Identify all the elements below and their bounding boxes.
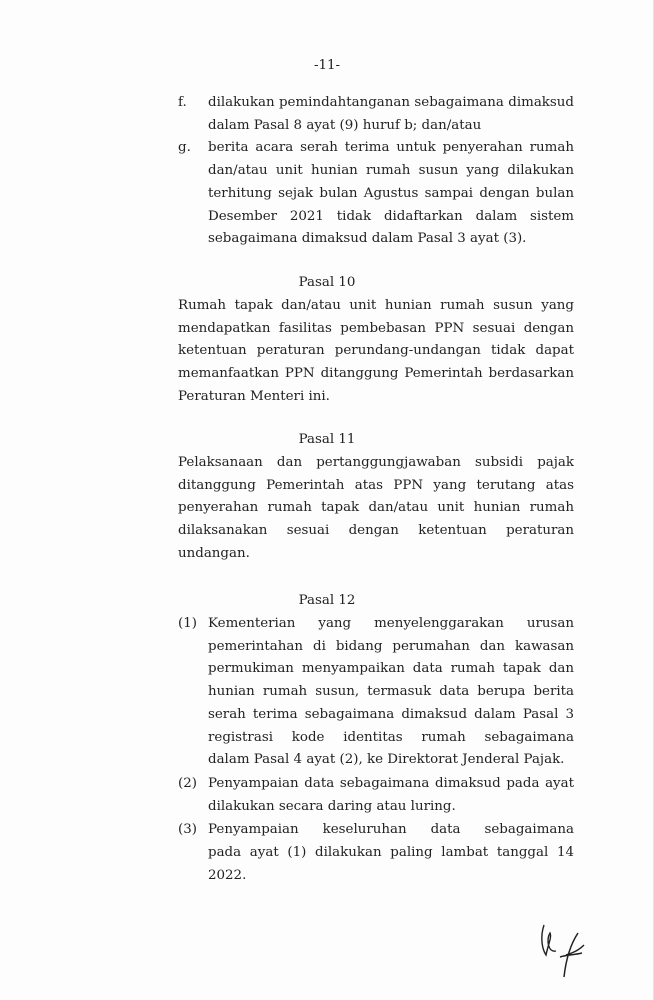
initial-signature — [530, 915, 600, 985]
text-line: sebagaimana dimaksud dalam Pasal 3 ayat (3). — [208, 231, 527, 247]
text-line: undangan. — [178, 545, 250, 561]
text-line: dilakukan pemindahtanganan sebagaimana dimaksud — [208, 95, 574, 110]
text-line: dalam Pasal 8 ayat (9) huruf b; dan/atau — [208, 117, 482, 133]
text-line: dilakukan secara daring atau luring. — [208, 798, 456, 814]
clause-number: (1) — [178, 616, 197, 631]
text-line: ketentuan peraturan perundang-undangan tidak dapat — [178, 343, 574, 359]
text-line: hunian rumah susun, termasuk data berupa berita — [208, 684, 574, 700]
text-line: pada ayat (1) dilakukan paling lambat tanggal 14 — [208, 845, 574, 860]
article-heading: Pasal 11 — [298, 432, 356, 447]
text-line: Peraturan Menteri ini. — [178, 388, 330, 404]
article-heading: Pasal 10 — [298, 275, 356, 290]
text-line: 2022. — [208, 867, 247, 883]
list-item-label: f. — [178, 95, 187, 110]
clause-number: (3) — [178, 822, 197, 838]
text-line: Desember 2021 tidak didaftarkan dalam sistem — [208, 208, 574, 224]
text-line: ditanggung Pemerintah atas PPN yang terutang atas — [178, 477, 574, 493]
text-line: penyerahan rumah tapak dan/atau unit hunian rumah — [178, 500, 574, 516]
text-line: Penyampaian keseluruhan data sebagaimana — [208, 822, 574, 838]
text-line: Pelaksanaan dan pertanggungjawaban subsidi pajak — [178, 455, 574, 470]
text-line: Penyampaian data sebagaimana dimaksud pada ayat — [208, 775, 574, 791]
text-line: registrasi kode identitas rumah sebagaimana — [208, 729, 574, 745]
text-line: pemerintahan di bidang perumahan dan kawasan — [208, 638, 574, 654]
text-line: dan/atau unit hunian rumah susun yang dilakukan — [208, 163, 574, 179]
text-line: permukiman menyampaikan data rumah tapak dan — [208, 661, 574, 677]
text-line: terhitung sejak bulan Agustus sampai dengan bulan — [208, 185, 574, 201]
text-line: memanfaatkan PPN ditanggung Pemerintah berdasarkan — [178, 366, 574, 382]
text-line: mendapatkan fasilitas pembebasan PPN sesuai dengan — [178, 320, 574, 336]
text-line: serah terima sebagaimana dimaksud dalam Pasal 3 — [208, 706, 574, 722]
text-line: dalam Pasal 4 ayat (2), ke Direktorat Jenderal Pajak. — [208, 752, 565, 768]
list-item-label: g. — [178, 140, 191, 156]
text-line: Kementerian yang menyelenggarakan urusan — [208, 616, 574, 631]
text-line: berita acara serah terima untuk penyerahan rumah — [208, 140, 574, 156]
article-heading: Pasal 12 — [298, 593, 356, 608]
text-line: Rumah tapak dan/atau unit hunian rumah susun yang — [178, 298, 574, 313]
clause-number: (2) — [178, 775, 197, 791]
page-number: -11- — [313, 58, 341, 73]
text-line: dilaksanakan sesuai dengan ketentuan peraturan — [178, 523, 574, 539]
